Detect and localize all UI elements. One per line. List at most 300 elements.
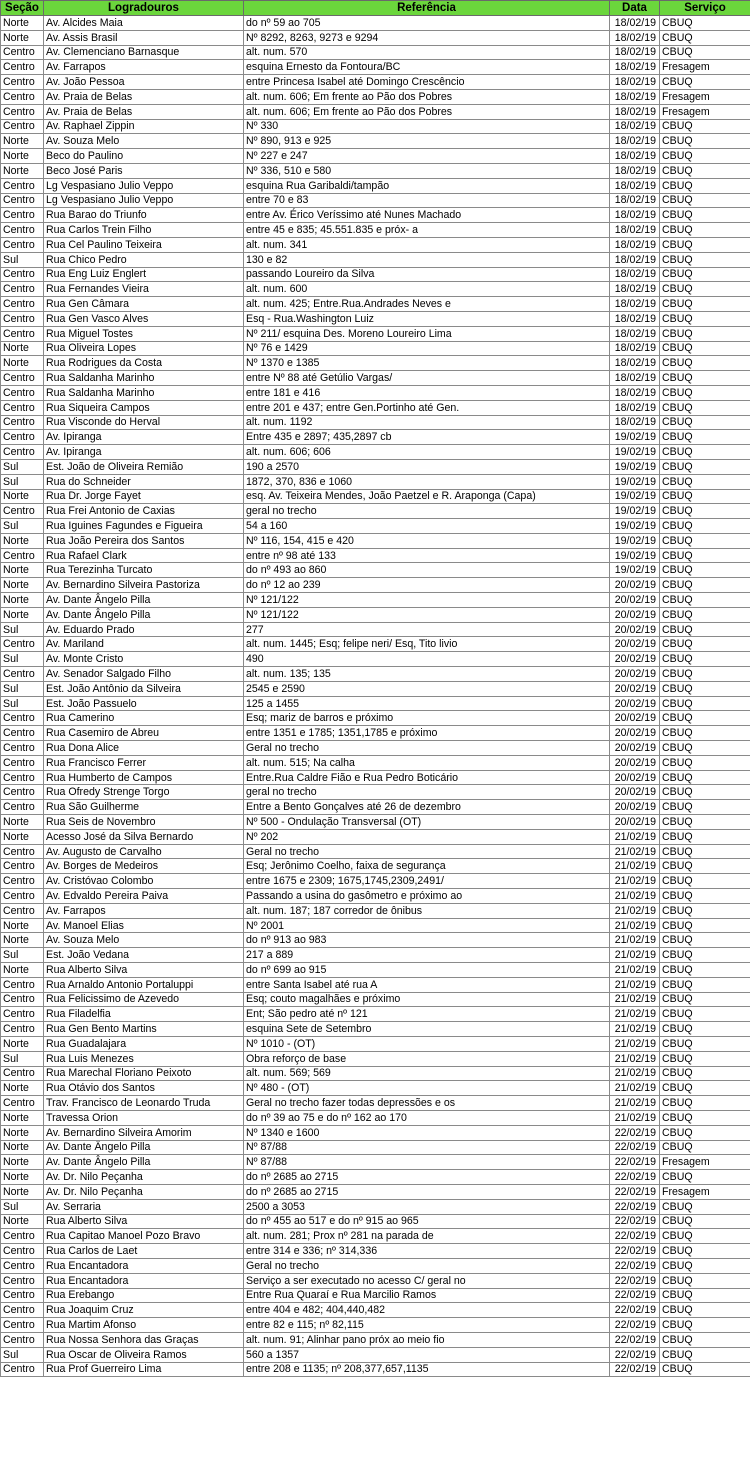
- table-row: [1, 45, 750, 60]
- cell-servico: CBUQ: [660, 1170, 750, 1185]
- cell-referencia: entre 1675 e 2309; 1675,1745,2309,2491/: [244, 874, 610, 889]
- table-row: [1, 326, 750, 341]
- cell-data: 18/02/19: [610, 208, 660, 223]
- cell-data: 21/02/19: [610, 1022, 660, 1037]
- table-row: [1, 208, 750, 223]
- cell-secao: Centro: [1, 1273, 44, 1288]
- cell-referencia: Obra reforço de base: [244, 1051, 610, 1066]
- cell-referencia: do nº 12 ao 239: [244, 578, 610, 593]
- cell-data: 19/02/19: [610, 548, 660, 563]
- cell-servico: CBUQ: [660, 578, 750, 593]
- cell-data: 19/02/19: [610, 445, 660, 460]
- table-row: [1, 977, 750, 992]
- cell-referencia: Nº 480 - (OT): [244, 1081, 610, 1096]
- table-row: [1, 60, 750, 75]
- cell-referencia: 277: [244, 622, 610, 637]
- cell-referencia: Entre a Bento Gonçalves até 26 de dezembro: [244, 800, 610, 815]
- cell-logradouro: Av. Farrapos: [44, 903, 244, 918]
- cell-servico: CBUQ: [660, 356, 750, 371]
- cell-servico: CBUQ: [660, 1110, 750, 1125]
- table-row: [1, 459, 750, 474]
- cell-secao: Centro: [1, 1229, 44, 1244]
- cell-referencia: do nº 39 ao 75 e do nº 162 ao 170: [244, 1110, 610, 1125]
- cell-data: 21/02/19: [610, 1036, 660, 1051]
- cell-servico: CBUQ: [660, 311, 750, 326]
- cell-servico: CBUQ: [660, 785, 750, 800]
- cell-servico: CBUQ: [660, 1036, 750, 1051]
- table-row: [1, 637, 750, 652]
- cell-servico: CBUQ: [660, 445, 750, 460]
- cell-data: 18/02/19: [610, 30, 660, 45]
- cell-data: 20/02/19: [610, 711, 660, 726]
- cell-referencia: Nº 87/88: [244, 1140, 610, 1155]
- table-row: [1, 844, 750, 859]
- cell-servico: CBUQ: [660, 800, 750, 815]
- table-row: [1, 815, 750, 830]
- cell-logradouro: Rua Casemiro de Abreu: [44, 726, 244, 741]
- cell-data: 18/02/19: [610, 282, 660, 297]
- table-row: [1, 75, 750, 90]
- cell-data: 20/02/19: [610, 696, 660, 711]
- cell-servico: CBUQ: [660, 859, 750, 874]
- cell-servico: CBUQ: [660, 889, 750, 904]
- cell-secao: Norte: [1, 341, 44, 356]
- cell-logradouro: Rua Saldanha Marinho: [44, 385, 244, 400]
- cell-data: 21/02/19: [610, 1096, 660, 1111]
- cell-referencia: Geral no trecho: [244, 1258, 610, 1273]
- cell-secao: Centro: [1, 400, 44, 415]
- cell-referencia: entre Princesa Isabel até Domingo Crescêncio: [244, 75, 610, 90]
- cell-data: 20/02/19: [610, 667, 660, 682]
- cell-secao: Sul: [1, 696, 44, 711]
- cell-data: 22/02/19: [610, 1303, 660, 1318]
- cell-data: 18/02/19: [610, 400, 660, 415]
- cell-logradouro: Av. Dante Ângelo Pilla: [44, 593, 244, 608]
- cell-secao: Norte: [1, 533, 44, 548]
- cell-secao: Centro: [1, 504, 44, 519]
- cell-data: 20/02/19: [610, 726, 660, 741]
- cell-referencia: Nº 500 - Ondulação Transversal (OT): [244, 815, 610, 830]
- cell-data: 21/02/19: [610, 933, 660, 948]
- cell-logradouro: Rua Rafael Clark: [44, 548, 244, 563]
- cell-secao: Norte: [1, 1081, 44, 1096]
- cell-logradouro: Av. Ipiranga: [44, 430, 244, 445]
- table-row: [1, 149, 750, 164]
- cell-secao: Norte: [1, 149, 44, 164]
- cell-data: 22/02/19: [610, 1258, 660, 1273]
- cell-servico: CBUQ: [660, 681, 750, 696]
- cell-data: 22/02/19: [610, 1214, 660, 1229]
- table-row: [1, 341, 750, 356]
- table-row: [1, 1155, 750, 1170]
- cell-servico: CBUQ: [660, 844, 750, 859]
- cell-referencia: Nº 116, 154, 415 e 420: [244, 533, 610, 548]
- cell-secao: Centro: [1, 178, 44, 193]
- table-row: [1, 889, 750, 904]
- cell-secao: Centro: [1, 1022, 44, 1037]
- cell-data: 20/02/19: [610, 741, 660, 756]
- table-row: [1, 89, 750, 104]
- cell-secao: Norte: [1, 1184, 44, 1199]
- cell-servico: CBUQ: [660, 992, 750, 1007]
- cell-servico: CBUQ: [660, 430, 750, 445]
- cell-servico: CBUQ: [660, 371, 750, 386]
- cell-logradouro: Rua Barao do Triunfo: [44, 208, 244, 223]
- cell-secao: Norte: [1, 356, 44, 371]
- table-row: [1, 1199, 750, 1214]
- cell-secao: Centro: [1, 430, 44, 445]
- cell-secao: Centro: [1, 193, 44, 208]
- cell-servico: CBUQ: [660, 667, 750, 682]
- table-row: [1, 1229, 750, 1244]
- table-row: [1, 652, 750, 667]
- cell-secao: Centro: [1, 859, 44, 874]
- cell-secao: Centro: [1, 1007, 44, 1022]
- table-row: [1, 755, 750, 770]
- cell-secao: Centro: [1, 371, 44, 386]
- cell-referencia: 190 a 2570: [244, 459, 610, 474]
- cell-servico: CBUQ: [660, 963, 750, 978]
- cell-secao: Norte: [1, 933, 44, 948]
- cell-secao: Sul: [1, 1051, 44, 1066]
- cell-referencia: entre Av. Érico Veríssimo até Nunes Machado: [244, 208, 610, 223]
- cell-logradouro: Av. Dr. Nilo Peçanha: [44, 1170, 244, 1185]
- cell-secao: Centro: [1, 992, 44, 1007]
- cell-secao: Centro: [1, 445, 44, 460]
- cell-referencia: alt. num. 341: [244, 237, 610, 252]
- cell-data: 20/02/19: [610, 755, 660, 770]
- cell-servico: CBUQ: [660, 119, 750, 134]
- cell-secao: Centro: [1, 637, 44, 652]
- cell-logradouro: Av. Eduardo Prado: [44, 622, 244, 637]
- cell-referencia: 2545 e 2590: [244, 681, 610, 696]
- cell-referencia: alt. num. 606; Em frente ao Pão dos Pobres: [244, 89, 610, 104]
- table-row: [1, 741, 750, 756]
- cell-secao: Norte: [1, 963, 44, 978]
- table-header: [1, 1, 750, 16]
- table-row: [1, 519, 750, 534]
- cell-referencia: 54 a 160: [244, 519, 610, 534]
- cell-data: 18/02/19: [610, 60, 660, 75]
- cell-referencia: Nº 890, 913 e 925: [244, 134, 610, 149]
- cell-logradouro: Beco José Paris: [44, 163, 244, 178]
- cell-data: 18/02/19: [610, 297, 660, 312]
- cell-secao: Sul: [1, 459, 44, 474]
- cell-logradouro: Av. Dante Ângelo Pilla: [44, 1140, 244, 1155]
- cell-secao: Centro: [1, 770, 44, 785]
- table-row: [1, 400, 750, 415]
- cell-logradouro: Rua Rodrigues da Costa: [44, 356, 244, 371]
- table-row: [1, 430, 750, 445]
- cell-logradouro: Rua Gen Bento Martins: [44, 1022, 244, 1037]
- cell-referencia: entre Nº 88 até Getúlio Vargas/: [244, 371, 610, 386]
- cell-referencia: Nº 76 e 1429: [244, 341, 610, 356]
- cell-data: 18/02/19: [610, 311, 660, 326]
- table-row: [1, 297, 750, 312]
- cell-data: 18/02/19: [610, 134, 660, 149]
- cell-secao: Centro: [1, 726, 44, 741]
- cell-secao: Centro: [1, 311, 44, 326]
- table-row: [1, 1244, 750, 1259]
- table-row: [1, 607, 750, 622]
- cell-secao: Norte: [1, 1110, 44, 1125]
- cell-referencia: alt. num. 187; 187 corredor de ônibus: [244, 903, 610, 918]
- header-secao: Seção: [1, 1, 44, 16]
- cell-referencia: Nº 2001: [244, 918, 610, 933]
- cell-servico: CBUQ: [660, 75, 750, 90]
- cell-data: 18/02/19: [610, 326, 660, 341]
- cell-secao: Centro: [1, 1332, 44, 1347]
- cell-data: 22/02/19: [610, 1318, 660, 1333]
- table-row: [1, 578, 750, 593]
- cell-referencia: geral no trecho: [244, 785, 610, 800]
- cell-secao: Norte: [1, 1036, 44, 1051]
- cell-servico: CBUQ: [660, 711, 750, 726]
- cell-data: 20/02/19: [610, 593, 660, 608]
- cell-logradouro: Av. Dante Ângelo Pilla: [44, 1155, 244, 1170]
- cell-data: 20/02/19: [610, 622, 660, 637]
- cell-secao: Centro: [1, 119, 44, 134]
- cell-secao: Sul: [1, 622, 44, 637]
- cell-servico: CBUQ: [660, 1066, 750, 1081]
- cell-referencia: esq. Av. Teixeira Mendes, João Paetzel e R. Araponga (Capa): [244, 489, 610, 504]
- cell-secao: Centro: [1, 45, 44, 60]
- cell-data: 20/02/19: [610, 607, 660, 622]
- cell-logradouro: Av. Augusto de Carvalho: [44, 844, 244, 859]
- table-row: [1, 1318, 750, 1333]
- cell-secao: Norte: [1, 30, 44, 45]
- table-row: [1, 1303, 750, 1318]
- cell-referencia: esquina Sete de Setembro: [244, 1022, 610, 1037]
- cell-referencia: 560 a 1357: [244, 1347, 610, 1362]
- table-row: [1, 415, 750, 430]
- cell-servico: CBUQ: [660, 696, 750, 711]
- table-row: [1, 237, 750, 252]
- cell-secao: Centro: [1, 267, 44, 282]
- cell-logradouro: Rua Miguel Tostes: [44, 326, 244, 341]
- cell-logradouro: Av. Clemenciano Barnasque: [44, 45, 244, 60]
- cell-secao: Centro: [1, 1362, 44, 1377]
- cell-data: 19/02/19: [610, 504, 660, 519]
- cell-servico: CBUQ: [660, 193, 750, 208]
- cell-secao: Sul: [1, 948, 44, 963]
- cell-logradouro: Travessa Orion: [44, 1110, 244, 1125]
- cell-secao: Centro: [1, 741, 44, 756]
- cell-servico: CBUQ: [660, 593, 750, 608]
- cell-logradouro: Rua Fernandes Vieira: [44, 282, 244, 297]
- table-row: [1, 1125, 750, 1140]
- cell-logradouro: Acesso José da Silva Bernardo: [44, 829, 244, 844]
- table-row: [1, 1007, 750, 1022]
- cell-data: 21/02/19: [610, 1081, 660, 1096]
- cell-secao: Norte: [1, 163, 44, 178]
- header-row: [1, 1, 750, 16]
- cell-data: 21/02/19: [610, 829, 660, 844]
- cell-logradouro: Est. João Passuelo: [44, 696, 244, 711]
- cell-referencia: alt. num. 600: [244, 282, 610, 297]
- table-row: [1, 504, 750, 519]
- cell-servico: CBUQ: [660, 30, 750, 45]
- cell-servico: CBUQ: [660, 1051, 750, 1066]
- cell-logradouro: Rua Nossa Senhora das Graças: [44, 1332, 244, 1347]
- cell-logradouro: Rua Gen Câmara: [44, 297, 244, 312]
- cell-secao: Sul: [1, 652, 44, 667]
- cell-referencia: Geral no trecho: [244, 844, 610, 859]
- cell-data: 22/02/19: [610, 1199, 660, 1214]
- table-row: [1, 163, 750, 178]
- cell-servico: CBUQ: [660, 489, 750, 504]
- cell-logradouro: Lg Vespasiano Julio Veppo: [44, 193, 244, 208]
- cell-data: 19/02/19: [610, 563, 660, 578]
- cell-data: 18/02/19: [610, 104, 660, 119]
- cell-data: 18/02/19: [610, 267, 660, 282]
- header-servico: Serviço: [660, 1, 750, 16]
- cell-servico: CBUQ: [660, 933, 750, 948]
- cell-servico: Fresagem: [660, 104, 750, 119]
- table-row: [1, 1214, 750, 1229]
- table-row: [1, 1081, 750, 1096]
- table-row: [1, 385, 750, 400]
- table-row: [1, 563, 750, 578]
- cell-logradouro: Rua Capitao Manoel Pozo Bravo: [44, 1229, 244, 1244]
- cell-secao: Norte: [1, 16, 44, 31]
- cell-referencia: alt. num. 91; Alinhar pano próx ao meio fio: [244, 1332, 610, 1347]
- cell-data: 21/02/19: [610, 1110, 660, 1125]
- cell-data: 18/02/19: [610, 237, 660, 252]
- cell-secao: Centro: [1, 1303, 44, 1318]
- cell-data: 19/02/19: [610, 459, 660, 474]
- cell-logradouro: Rua Arnaldo Antonio Portaluppi: [44, 977, 244, 992]
- cell-logradouro: Rua Siqueira Campos: [44, 400, 244, 415]
- cell-referencia: 125 a 1455: [244, 696, 610, 711]
- cell-referencia: Nº 227 e 247: [244, 149, 610, 164]
- cell-servico: CBUQ: [660, 948, 750, 963]
- cell-referencia: entre 181 e 416: [244, 385, 610, 400]
- cell-servico: CBUQ: [660, 326, 750, 341]
- cell-logradouro: Lg Vespasiano Julio Veppo: [44, 178, 244, 193]
- cell-servico: Fresagem: [660, 1184, 750, 1199]
- cell-servico: CBUQ: [660, 815, 750, 830]
- table-row: [1, 1051, 750, 1066]
- cell-referencia: entre nº 98 até 133: [244, 548, 610, 563]
- cell-servico: CBUQ: [660, 533, 750, 548]
- cell-servico: CBUQ: [660, 474, 750, 489]
- cell-secao: Centro: [1, 667, 44, 682]
- table-row: [1, 1288, 750, 1303]
- cell-servico: CBUQ: [660, 341, 750, 356]
- cell-data: 20/02/19: [610, 578, 660, 593]
- cell-servico: CBUQ: [660, 903, 750, 918]
- cell-servico: CBUQ: [660, 1258, 750, 1273]
- cell-servico: CBUQ: [660, 237, 750, 252]
- cell-logradouro: Est. João Antônio da Silveira: [44, 681, 244, 696]
- cell-logradouro: Av. Dante Ângelo Pilla: [44, 607, 244, 622]
- table-row: [1, 548, 750, 563]
- table-row: [1, 770, 750, 785]
- cell-data: 21/02/19: [610, 859, 660, 874]
- cell-logradouro: Av. Souza Melo: [44, 134, 244, 149]
- cell-data: 21/02/19: [610, 918, 660, 933]
- cell-referencia: Nº 330: [244, 119, 610, 134]
- cell-referencia: Nº 8292, 8263, 9273 e 9294: [244, 30, 610, 45]
- cell-secao: Centro: [1, 415, 44, 430]
- cell-logradouro: Est. João Vedana: [44, 948, 244, 963]
- cell-logradouro: Rua Luis Menezes: [44, 1051, 244, 1066]
- cell-servico: CBUQ: [660, 1125, 750, 1140]
- table-row: [1, 1347, 750, 1362]
- cell-logradouro: Trav. Francisco de Leonardo Truda: [44, 1096, 244, 1111]
- table-row: [1, 252, 750, 267]
- table-row: [1, 178, 750, 193]
- cell-secao: Sul: [1, 681, 44, 696]
- cell-data: 19/02/19: [610, 533, 660, 548]
- cell-data: 21/02/19: [610, 874, 660, 889]
- cell-referencia: entre 208 e 1135; nº 208,377,657,1135: [244, 1362, 610, 1377]
- cell-data: 18/02/19: [610, 356, 660, 371]
- table-row: [1, 489, 750, 504]
- table-row: [1, 1096, 750, 1111]
- cell-logradouro: Av. Mariland: [44, 637, 244, 652]
- cell-logradouro: Rua Gen Vasco Alves: [44, 311, 244, 326]
- cell-referencia: do nº 913 ao 983: [244, 933, 610, 948]
- header-referencia: Referência: [244, 1, 610, 16]
- cell-data: 18/02/19: [610, 149, 660, 164]
- cell-data: 21/02/19: [610, 1051, 660, 1066]
- cell-secao: Norte: [1, 563, 44, 578]
- cell-secao: Centro: [1, 282, 44, 297]
- cell-referencia: entre 314 e 336; nº 314,336: [244, 1244, 610, 1259]
- cell-referencia: alt. num. 135; 135: [244, 667, 610, 682]
- cell-secao: Centro: [1, 75, 44, 90]
- cell-logradouro: Rua Alberto Silva: [44, 963, 244, 978]
- cell-logradouro: Av. Senador Salgado Filho: [44, 667, 244, 682]
- cell-servico: CBUQ: [660, 400, 750, 415]
- table-row: [1, 859, 750, 874]
- cell-data: 18/02/19: [610, 385, 660, 400]
- cell-data: 19/02/19: [610, 519, 660, 534]
- cell-data: 22/02/19: [610, 1229, 660, 1244]
- cell-servico: CBUQ: [660, 1303, 750, 1318]
- cell-data: 21/02/19: [610, 903, 660, 918]
- cell-secao: Sul: [1, 1199, 44, 1214]
- cell-secao: Centro: [1, 326, 44, 341]
- cell-secao: Centro: [1, 89, 44, 104]
- cell-logradouro: Av. Dr. Nilo Peçanha: [44, 1184, 244, 1199]
- cell-data: 18/02/19: [610, 178, 660, 193]
- table-row: [1, 134, 750, 149]
- cell-referencia: entre 82 e 115; nº 82,115: [244, 1318, 610, 1333]
- table-row: [1, 933, 750, 948]
- cell-logradouro: Av. Cristóvao Colombo: [44, 874, 244, 889]
- cell-data: 18/02/19: [610, 415, 660, 430]
- cell-servico: CBUQ: [660, 607, 750, 622]
- table-row: [1, 1110, 750, 1125]
- cell-data: 20/02/19: [610, 800, 660, 815]
- cell-logradouro: Rua Ofredy Strenge Torgo: [44, 785, 244, 800]
- table-row: [1, 963, 750, 978]
- cell-servico: CBUQ: [660, 770, 750, 785]
- cell-data: 19/02/19: [610, 430, 660, 445]
- cell-secao: Norte: [1, 1170, 44, 1185]
- table-row: [1, 16, 750, 31]
- cell-secao: Centro: [1, 385, 44, 400]
- cell-logradouro: Rua Dr. Jorge Fayet: [44, 489, 244, 504]
- cell-secao: Centro: [1, 1244, 44, 1259]
- cell-referencia: 130 e 82: [244, 252, 610, 267]
- cell-logradouro: Rua Erebango: [44, 1288, 244, 1303]
- table-row: [1, 696, 750, 711]
- cell-data: 18/02/19: [610, 16, 660, 31]
